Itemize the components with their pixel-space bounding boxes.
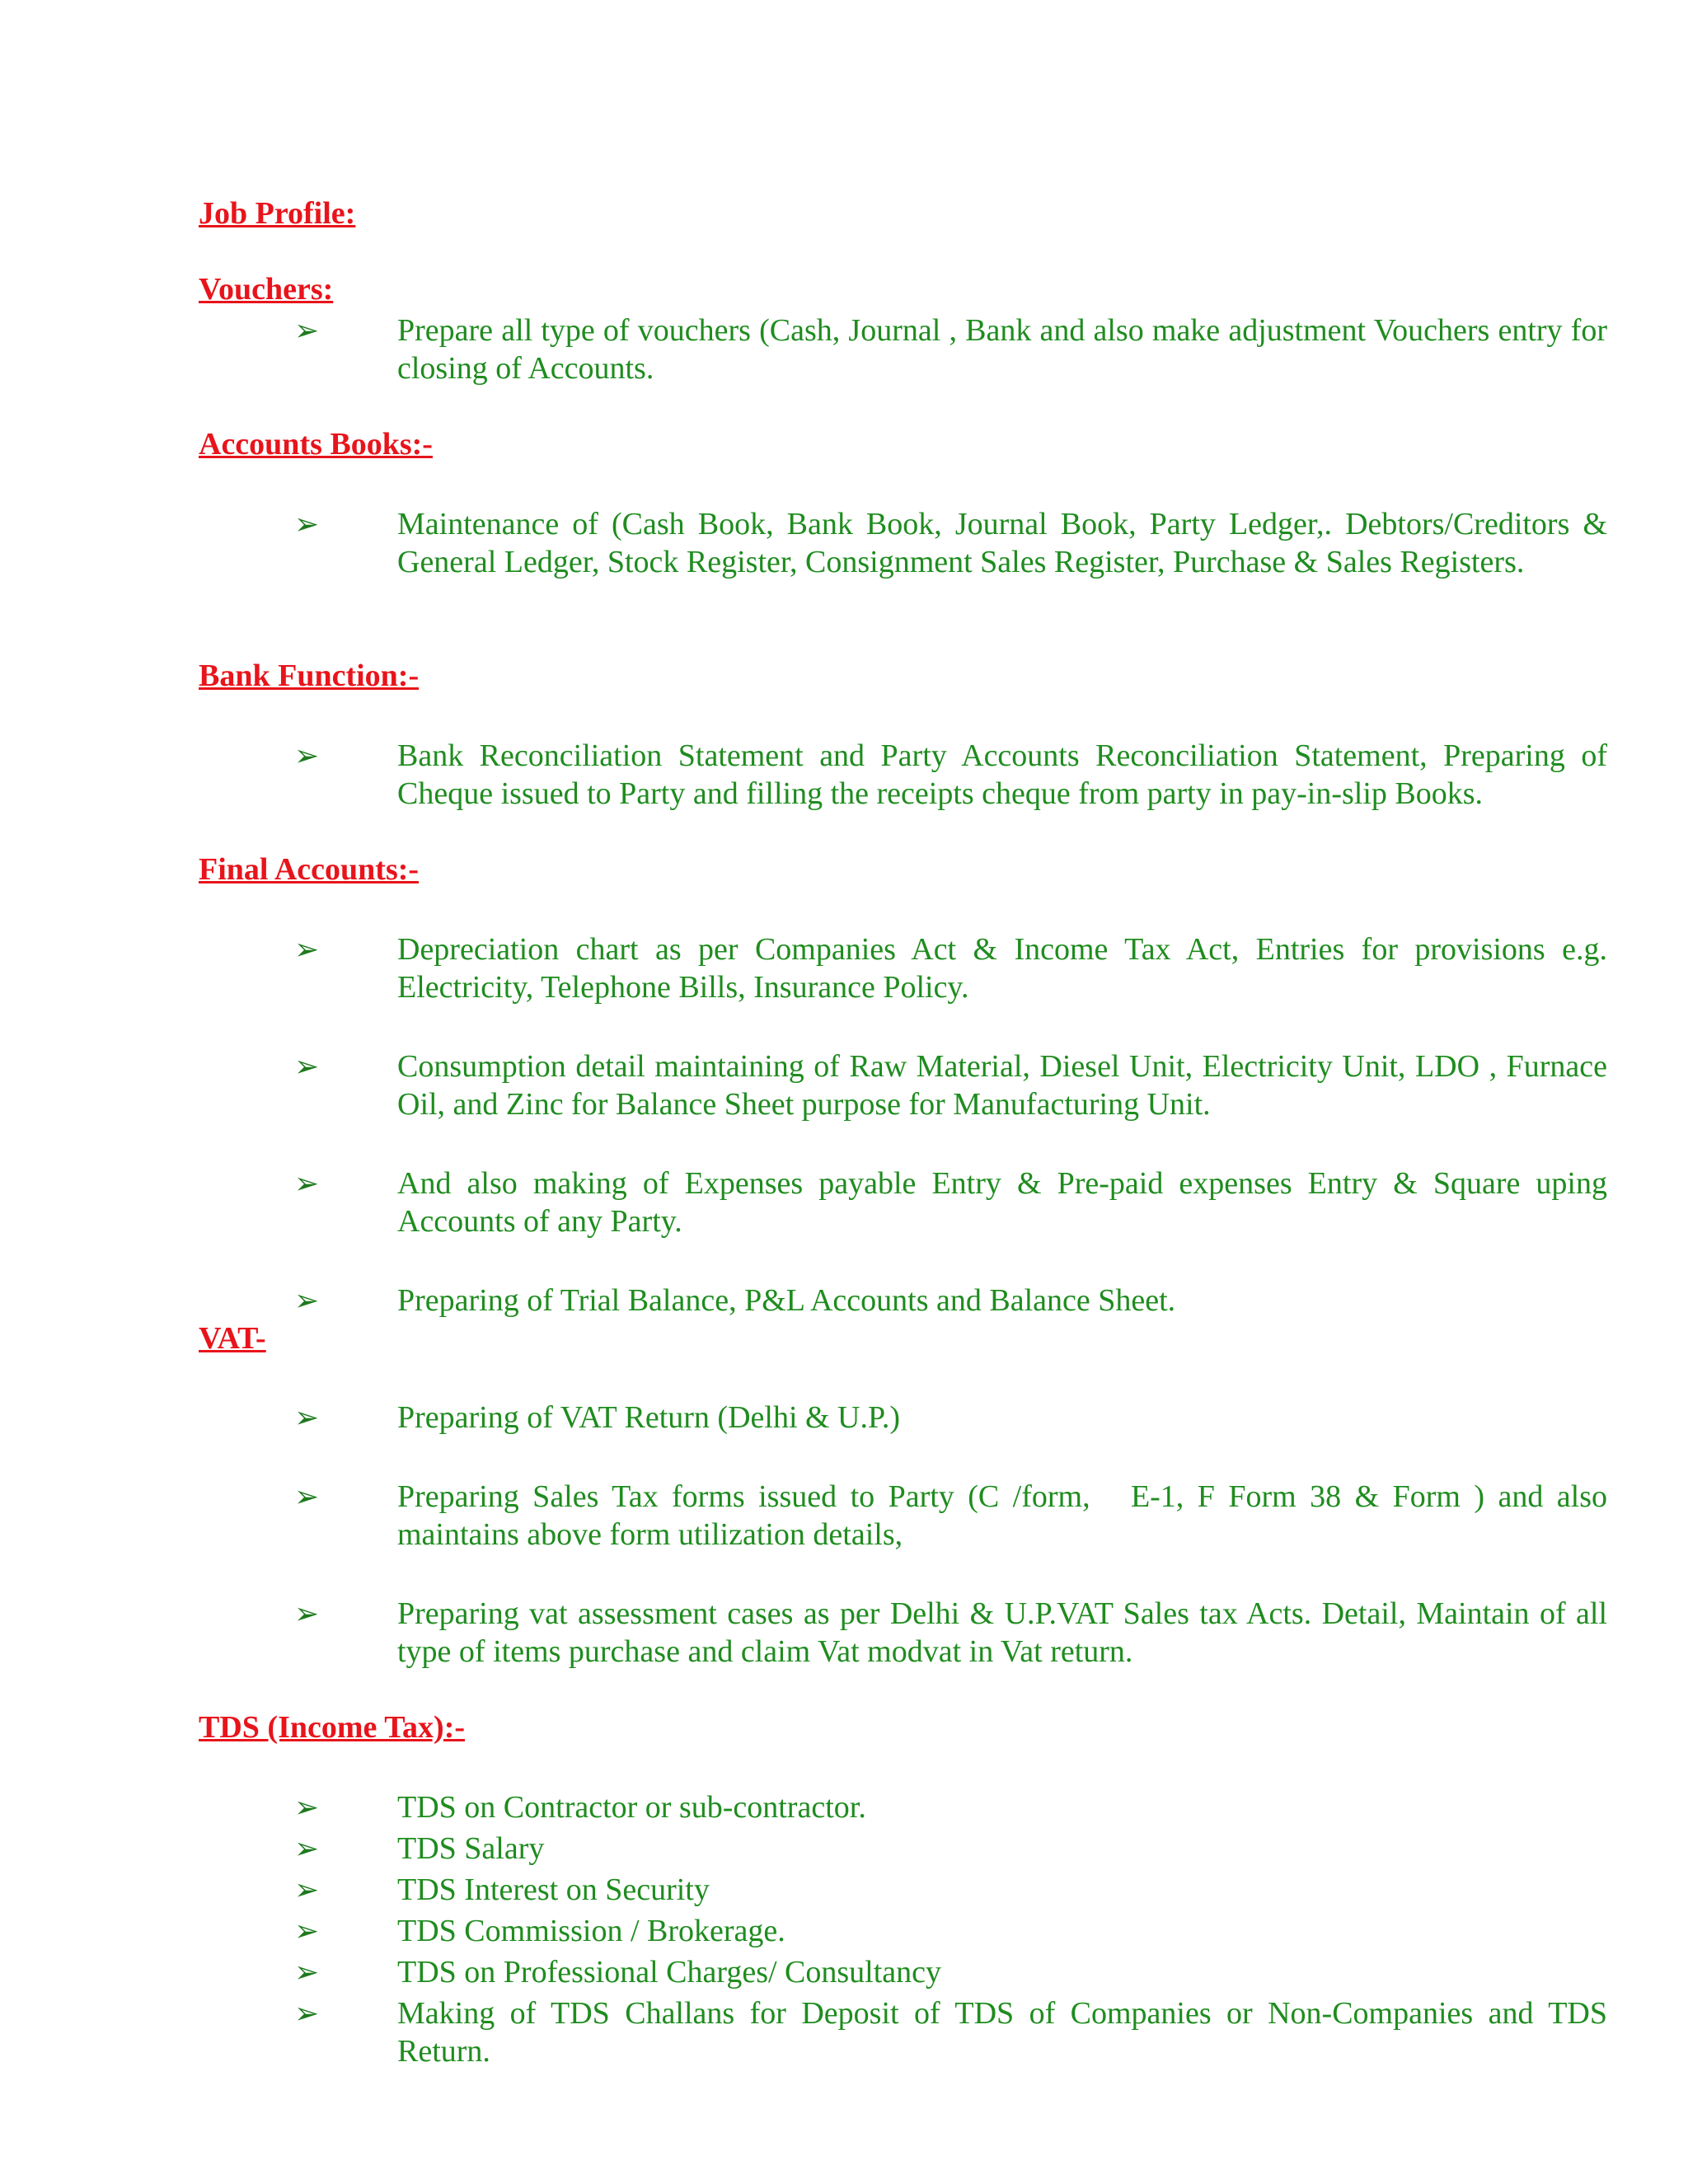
vat-item-text: Preparing of VAT Return (Delhi & U.P.) [397,1400,901,1435]
vouchers-item-text: Prepare all type of vouchers (Cash, Journal , Bank and also make adjustment Vouchers entry for closing of Accounts. [397,313,1607,386]
job-profile-title: Job Profile: [199,196,356,231]
arrow-bullet-icon: ➢ [294,1956,320,1989]
tds-item-text: TDS on Contractor or sub-contractor. [397,1790,866,1825]
final-accounts-item-text: Preparing of Trial Balance, P&L Accounts and Balance Sheet. [397,1283,1176,1318]
final-accounts-item-text: Consumption detail maintaining of Raw Material, Diesel Unit, Electricity Unit, LDO , Furnace Oil, and Zinc for Balance Sheet purpose for Manufacturing Unit. [397,1049,1607,1122]
tds-item-text: Making of TDS Challans for Deposit of TDS of Companies or Non-Companies and TDS Return. [397,1996,1607,2069]
vouchers-heading: Vouchers: [199,272,334,307]
arrow-bullet-icon: ➢ [294,1997,320,2030]
bank-function-item-text: Bank Reconciliation Statement and Party Accounts Reconciliation Statement, Preparing of Cheque issued to Party and filling the receipts cheque from party in pay-in-slip Books. [397,738,1607,811]
tds-item-text: TDS Commission / Brokerage. [397,1914,785,1948]
arrow-bullet-icon: ➢ [294,1832,320,1865]
arrow-bullet-icon: ➢ [294,1167,320,1200]
arrow-bullet-icon: ➢ [294,933,320,966]
vat-heading: VAT- [199,1321,266,1356]
arrow-bullet-icon: ➢ [294,1480,320,1513]
arrow-bullet-icon: ➢ [294,1873,320,1906]
tds-item-text: TDS Interest on Security [397,1872,710,1907]
accounts-books-heading: Accounts Books:- [199,427,433,462]
tds-item-text: TDS on Professional Charges/ Consultancy [397,1955,942,1990]
arrow-bullet-icon: ➢ [294,508,320,541]
arrow-bullet-icon: ➢ [294,314,320,347]
arrow-bullet-icon: ➢ [294,1284,320,1317]
arrow-bullet-icon: ➢ [294,739,320,772]
arrow-bullet-icon: ➢ [294,1401,320,1434]
final-accounts-heading: Final Accounts:- [199,852,420,887]
final-accounts-item-text: Depreciation chart as per Companies Act & Income Tax Act, Entries for provisions e.g. Electricity, Telephone Bills, Insurance Policy. [397,932,1607,1005]
tds-heading: TDS (Income Tax):- [199,1710,466,1745]
final-accounts-item-text: And also making of Expenses payable Entry & Pre-paid expenses Entry & Square uping Accounts of any Party. [397,1166,1607,1239]
vat-item-text: Preparing Sales Tax forms issued to Party (C /form, E-1, F Form 38 & Form ) and also maintains above form utilization details, [397,1479,1615,1552]
arrow-bullet-icon: ➢ [294,1915,320,1947]
tds-item-text: TDS Salary [397,1831,545,1866]
bank-function-heading: Bank Function:- [199,658,420,693]
arrow-bullet-icon: ➢ [294,1050,320,1083]
arrow-bullet-icon: ➢ [294,1597,320,1630]
accounts-books-item-text: Maintenance of (Cash Book, Bank Book, Journal Book, Party Ledger,. Debtors/Creditors & General Ledger, Stock Register, Consignment Sales Register, Purchase & Sales Registers. [397,507,1607,579]
arrow-bullet-icon: ➢ [294,1791,320,1824]
vat-item-text: Preparing vat assessment cases as per Delhi & U.P.VAT Sales tax Acts. Detail, Maintain of all type of items purchase and claim Vat modvat in Vat return. [397,1596,1607,1669]
